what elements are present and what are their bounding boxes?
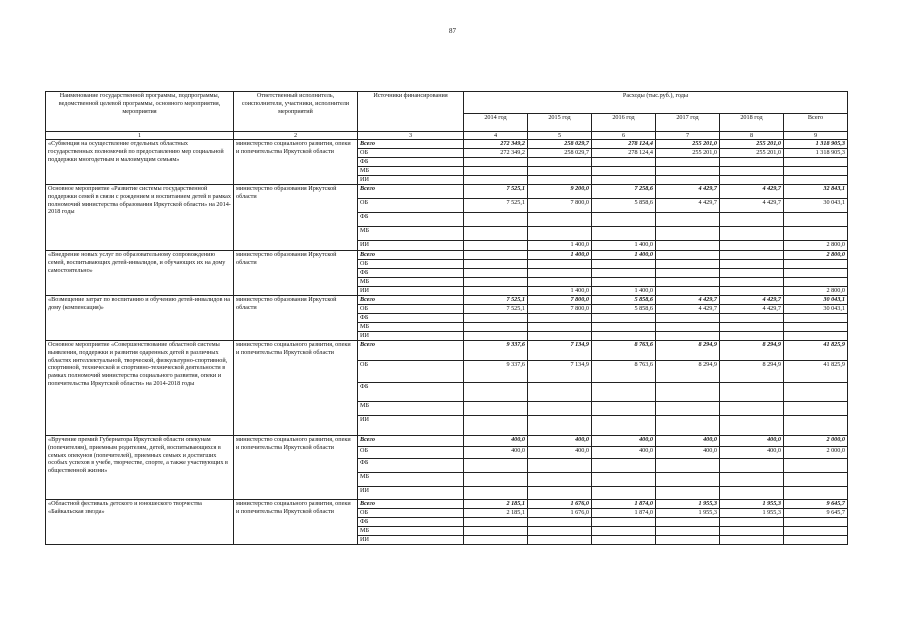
- total-value: [784, 278, 848, 287]
- total-value: 32 843,1: [784, 185, 848, 199]
- year-value: 278 124,4: [592, 140, 656, 149]
- funding-source: ФБ: [358, 518, 464, 527]
- year-value: [720, 527, 784, 536]
- year-value: 258 029,7: [528, 149, 592, 158]
- funding-source: ФБ: [358, 459, 464, 473]
- year-value: [720, 416, 784, 436]
- year-value: 400,0: [464, 447, 528, 459]
- year-value: [464, 416, 528, 436]
- year-value: 4 429,7: [656, 185, 720, 199]
- responsible-executor: министерство образования Иркутской области: [234, 296, 358, 341]
- funding-source: ИИ: [358, 287, 464, 296]
- year-value: [528, 213, 592, 227]
- column-number: 3: [358, 132, 464, 140]
- year-value: 9 337,6: [464, 361, 528, 383]
- year-value: 4 429,7: [656, 305, 720, 314]
- year-value: [720, 260, 784, 269]
- year-value: 255 201,0: [720, 140, 784, 149]
- year-value: [720, 459, 784, 473]
- total-value: [784, 459, 848, 473]
- year-value: [464, 158, 528, 167]
- year-value: [464, 518, 528, 527]
- funding-source: ОБ: [358, 305, 464, 314]
- year-value: [656, 213, 720, 227]
- year-value: 2 185,1: [464, 500, 528, 509]
- header-year: 2017 год: [656, 114, 720, 132]
- program-name: «Возмещение затрат по воспитанию и обучению детей-инвалидов на дому (компенсация)»: [46, 296, 234, 341]
- year-value: 8 294,9: [656, 341, 720, 361]
- year-value: [720, 158, 784, 167]
- year-value: [720, 314, 784, 323]
- column-number: 2: [234, 132, 358, 140]
- year-value: [592, 260, 656, 269]
- program-name: «Областной фестиваль детского и юношеского творчества «Байкальская звезда»: [46, 500, 234, 545]
- year-value: 272 349,2: [464, 149, 528, 158]
- year-value: [656, 459, 720, 473]
- year-value: [528, 459, 592, 473]
- year-value: [528, 314, 592, 323]
- year-value: [656, 227, 720, 241]
- funding-source: Всего: [358, 140, 464, 149]
- year-value: [464, 241, 528, 251]
- year-value: [592, 402, 656, 416]
- year-value: [464, 278, 528, 287]
- total-value: 9 645,7: [784, 509, 848, 518]
- year-value: 1 955,3: [656, 509, 720, 518]
- budget-table: [45, 91, 848, 545]
- funding-source: Всего: [358, 436, 464, 447]
- total-value: [784, 402, 848, 416]
- total-value: [784, 227, 848, 241]
- total-value: [784, 487, 848, 500]
- year-value: [656, 158, 720, 167]
- responsible-executor: министерство образования Иркутской области: [234, 185, 358, 251]
- funding-source: ОБ: [358, 447, 464, 459]
- header-total: Всего: [784, 114, 848, 132]
- funding-source: ФБ: [358, 383, 464, 402]
- year-value: 255 201,0: [720, 149, 784, 158]
- year-value: [464, 260, 528, 269]
- year-value: 278 124,4: [592, 149, 656, 158]
- responsible-executor: министерство образования Иркутской области: [234, 251, 358, 296]
- year-value: [656, 278, 720, 287]
- funding-source: Всего: [358, 251, 464, 260]
- year-value: [528, 158, 592, 167]
- year-value: [720, 323, 784, 332]
- year-value: 8 294,9: [720, 341, 784, 361]
- year-value: [656, 287, 720, 296]
- year-value: 400,0: [720, 436, 784, 447]
- year-value: 4 429,7: [720, 305, 784, 314]
- header-year: 2016 год: [592, 114, 656, 132]
- year-value: [464, 269, 528, 278]
- year-value: [528, 260, 592, 269]
- funding-source: Всего: [358, 500, 464, 509]
- year-value: 8 763,6: [592, 341, 656, 361]
- funding-source: ОБ: [358, 361, 464, 383]
- year-value: [528, 536, 592, 545]
- column-number: 5: [528, 132, 592, 140]
- year-value: 9 337,6: [464, 341, 528, 361]
- total-value: [784, 176, 848, 185]
- year-value: [656, 487, 720, 500]
- year-value: [592, 269, 656, 278]
- year-value: [720, 241, 784, 251]
- table-row: [46, 140, 848, 149]
- program-name: Основное мероприятие «Развитие системы государственной поддержки семей в связи с рождением и воспитанием детей в рамках полномочий министерства образования Иркутской области» на 2014-2018 годы: [46, 185, 234, 251]
- year-value: [592, 383, 656, 402]
- program-name: Основное мероприятие «Совершенствование областной системы выявления, поддержки и развития одаренных детей в различных областях интеллектуальной, творческой, физкультурно-спортивной, спортивной, технической и спортивно-технической деятельности в рамках полномочий министерства социального развития, опеки и попечительства Иркутской области» на 2014-2018 годы: [46, 341, 234, 436]
- year-value: 1 400,0: [592, 241, 656, 251]
- year-value: [528, 176, 592, 185]
- year-value: [656, 260, 720, 269]
- year-value: [656, 167, 720, 176]
- total-value: 41 825,9: [784, 361, 848, 383]
- year-value: [720, 402, 784, 416]
- year-value: 7 525,1: [464, 199, 528, 213]
- total-value: 1 318 905,3: [784, 149, 848, 158]
- header-name: Наименование государственной программы, подпрограммы, ведомственной целевой программы, основного мероприятия, мероприятия: [46, 92, 234, 132]
- total-value: [784, 269, 848, 278]
- year-value: [592, 278, 656, 287]
- header-year: 2015 год: [528, 114, 592, 132]
- year-value: [464, 383, 528, 402]
- year-value: 400,0: [592, 436, 656, 447]
- table-row: [46, 296, 848, 305]
- year-value: [528, 383, 592, 402]
- year-value: [656, 536, 720, 545]
- year-value: [528, 323, 592, 332]
- funding-source: МБ: [358, 167, 464, 176]
- year-value: [464, 167, 528, 176]
- year-value: [656, 314, 720, 323]
- year-value: 7 134,9: [528, 341, 592, 361]
- year-value: [720, 332, 784, 341]
- funding-source: Всего: [358, 296, 464, 305]
- year-value: 4 429,7: [720, 296, 784, 305]
- responsible-executor: министерство социального развития, опеки и попечительства Иркутской области: [234, 140, 358, 185]
- year-value: [656, 402, 720, 416]
- year-value: 7 258,6: [592, 185, 656, 199]
- year-value: [464, 287, 528, 296]
- year-value: 1 400,0: [528, 287, 592, 296]
- header-year: 2018 год: [720, 114, 784, 132]
- year-value: [528, 527, 592, 536]
- header-expenses: Расходы (тыс.руб.), годы: [464, 92, 848, 114]
- funding-source: ОБ: [358, 199, 464, 213]
- year-value: [528, 416, 592, 436]
- funding-source: МБ: [358, 278, 464, 287]
- table-row: [46, 436, 848, 447]
- year-value: [592, 518, 656, 527]
- year-value: [720, 518, 784, 527]
- year-value: 7 800,0: [528, 199, 592, 213]
- total-value: [784, 260, 848, 269]
- page-number: 87: [449, 27, 456, 35]
- column-number: 6: [592, 132, 656, 140]
- year-value: [656, 383, 720, 402]
- total-value: 2 000,0: [784, 436, 848, 447]
- year-value: [720, 278, 784, 287]
- year-value: 1 676,0: [528, 500, 592, 509]
- year-value: [528, 332, 592, 341]
- table-row: [46, 500, 848, 509]
- total-value: [784, 416, 848, 436]
- year-value: [592, 536, 656, 545]
- year-value: [656, 518, 720, 527]
- year-value: [720, 269, 784, 278]
- total-value: 30 043,1: [784, 199, 848, 213]
- year-value: 2 185,1: [464, 509, 528, 518]
- funding-source: ИИ: [358, 332, 464, 341]
- funding-source: МБ: [358, 402, 464, 416]
- year-value: [592, 323, 656, 332]
- year-value: 1 400,0: [528, 241, 592, 251]
- year-value: [528, 473, 592, 487]
- year-value: [656, 323, 720, 332]
- year-value: 258 029,7: [528, 140, 592, 149]
- year-value: [592, 332, 656, 341]
- year-value: 7 525,1: [464, 296, 528, 305]
- year-value: 1 676,0: [528, 509, 592, 518]
- year-value: 255 201,0: [656, 149, 720, 158]
- total-value: 30 043,1: [784, 305, 848, 314]
- year-value: [464, 536, 528, 545]
- year-value: [656, 241, 720, 251]
- total-value: [784, 167, 848, 176]
- year-value: [720, 287, 784, 296]
- program-name: «Субвенция на осуществление отдельных областных государственных полномочий по предоставлению мер социальной поддержки многодетным и малоимущим семьям»: [46, 140, 234, 185]
- year-value: 7 800,0: [528, 305, 592, 314]
- funding-source: ОБ: [358, 260, 464, 269]
- year-value: 1 874,0: [592, 509, 656, 518]
- year-value: [592, 176, 656, 185]
- column-number: 9: [784, 132, 848, 140]
- header-year: 2014 год: [464, 114, 528, 132]
- year-value: 1 400,0: [592, 251, 656, 260]
- total-value: [784, 213, 848, 227]
- year-value: [592, 527, 656, 536]
- total-value: 30 043,1: [784, 296, 848, 305]
- year-value: [720, 213, 784, 227]
- year-value: [592, 227, 656, 241]
- year-value: [528, 167, 592, 176]
- year-value: [528, 518, 592, 527]
- funding-source: ИИ: [358, 241, 464, 251]
- year-value: [720, 473, 784, 487]
- funding-source: ОБ: [358, 149, 464, 158]
- year-value: [592, 167, 656, 176]
- funding-source: ИИ: [358, 416, 464, 436]
- year-value: 5 858,6: [592, 199, 656, 213]
- year-value: [464, 176, 528, 185]
- year-value: 1 874,0: [592, 500, 656, 509]
- year-value: 7 134,9: [528, 361, 592, 383]
- funding-source: ФБ: [358, 158, 464, 167]
- year-value: [720, 251, 784, 260]
- year-value: 8 294,9: [720, 361, 784, 383]
- year-value: [592, 213, 656, 227]
- year-value: 7 525,1: [464, 305, 528, 314]
- total-value: [784, 518, 848, 527]
- column-number: 8: [720, 132, 784, 140]
- funding-source: ИИ: [358, 176, 464, 185]
- total-value: [784, 323, 848, 332]
- year-value: [464, 213, 528, 227]
- total-value: 1 318 905,3: [784, 140, 848, 149]
- year-value: [720, 227, 784, 241]
- year-value: [656, 251, 720, 260]
- year-value: [656, 416, 720, 436]
- year-value: 400,0: [656, 436, 720, 447]
- year-value: [528, 278, 592, 287]
- year-value: [528, 487, 592, 500]
- total-value: 2 800,0: [784, 251, 848, 260]
- year-value: 4 429,7: [720, 199, 784, 213]
- total-value: [784, 536, 848, 545]
- total-value: 41 825,9: [784, 341, 848, 361]
- year-value: 9 200,0: [528, 185, 592, 199]
- total-value: [784, 383, 848, 402]
- year-value: 400,0: [528, 436, 592, 447]
- year-value: 1 400,0: [528, 251, 592, 260]
- year-value: [720, 536, 784, 545]
- year-value: [528, 402, 592, 416]
- year-value: [464, 473, 528, 487]
- funding-source: МБ: [358, 473, 464, 487]
- year-value: [592, 158, 656, 167]
- year-value: 1 400,0: [592, 287, 656, 296]
- funding-source: МБ: [358, 323, 464, 332]
- funding-source: ИИ: [358, 536, 464, 545]
- year-value: 4 429,7: [720, 185, 784, 199]
- total-value: [784, 332, 848, 341]
- header-responsible: Ответственный исполнитель, соисполнители, участники, исполнители мероприятий: [234, 92, 358, 132]
- year-value: 8 294,9: [656, 361, 720, 383]
- year-value: [464, 227, 528, 241]
- year-value: [720, 383, 784, 402]
- year-value: 7 800,0: [528, 296, 592, 305]
- year-value: [528, 269, 592, 278]
- table-row: [46, 341, 848, 361]
- table-row: [46, 185, 848, 199]
- funding-source: ФБ: [358, 314, 464, 323]
- year-value: [592, 459, 656, 473]
- funding-source: ИИ: [358, 487, 464, 500]
- program-name: «Внедрение новых услуг по образовательному сопровождению семей, воспитывающих детей-инвалидов, и обучающих их на дому самостоятельно»: [46, 251, 234, 296]
- year-value: 4 429,7: [656, 296, 720, 305]
- funding-source: ОБ: [358, 509, 464, 518]
- year-value: [464, 251, 528, 260]
- year-value: 5 858,6: [592, 305, 656, 314]
- header-sources: Источники финансирования: [358, 92, 464, 132]
- funding-source: МБ: [358, 227, 464, 241]
- year-value: [656, 473, 720, 487]
- total-value: 2 800,0: [784, 241, 848, 251]
- total-value: [784, 158, 848, 167]
- column-number: 7: [656, 132, 720, 140]
- year-value: 400,0: [464, 436, 528, 447]
- year-value: 1 955,3: [720, 500, 784, 509]
- year-value: 1 955,3: [656, 500, 720, 509]
- year-value: [656, 269, 720, 278]
- year-value: 1 955,3: [720, 509, 784, 518]
- year-value: 400,0: [592, 447, 656, 459]
- funding-source: Всего: [358, 185, 464, 199]
- responsible-executor: министерство социального развития, опеки и попечительства Иркутской области: [234, 500, 358, 545]
- year-value: 8 763,6: [592, 361, 656, 383]
- year-value: [592, 487, 656, 500]
- funding-source: Всего: [358, 341, 464, 361]
- year-value: 400,0: [720, 447, 784, 459]
- year-value: 255 201,0: [656, 140, 720, 149]
- program-name: «Вручение премий Губернатора Иркутской области опекунам (попечителям), приемным родителям, детей, воспитывающихся в семьях опекунов (попечителей), приемных семьях и достигших особых успехов в учебе, творчестве, спорте, а также участвующих в общественной жизни»: [46, 436, 234, 500]
- year-value: [656, 332, 720, 341]
- funding-source: ФБ: [358, 213, 464, 227]
- column-number: 1: [46, 132, 234, 140]
- year-value: [656, 527, 720, 536]
- year-value: [464, 332, 528, 341]
- year-value: [592, 416, 656, 436]
- year-value: [720, 176, 784, 185]
- total-value: [784, 527, 848, 536]
- year-value: 272 349,2: [464, 140, 528, 149]
- column-number: 4: [464, 132, 528, 140]
- year-value: [464, 402, 528, 416]
- total-value: 2 800,0: [784, 287, 848, 296]
- year-value: [720, 167, 784, 176]
- funding-source: МБ: [358, 527, 464, 536]
- year-value: [464, 459, 528, 473]
- total-value: [784, 314, 848, 323]
- year-value: [592, 473, 656, 487]
- responsible-executor: министерство социального развития, опеки и попечительства Иркутской области: [234, 436, 358, 500]
- year-value: 400,0: [528, 447, 592, 459]
- year-value: 400,0: [656, 447, 720, 459]
- total-value: 2 000,0: [784, 447, 848, 459]
- responsible-executor: министерство социального развития, опеки и попечительства Иркутской области: [234, 341, 358, 436]
- year-value: [528, 227, 592, 241]
- funding-source: ФБ: [358, 269, 464, 278]
- year-value: [464, 487, 528, 500]
- year-value: [464, 527, 528, 536]
- table-row: [46, 251, 848, 260]
- year-value: 7 525,1: [464, 185, 528, 199]
- year-value: 4 429,7: [656, 199, 720, 213]
- year-value: [720, 487, 784, 500]
- total-value: [784, 473, 848, 487]
- year-value: [592, 314, 656, 323]
- year-value: [656, 176, 720, 185]
- total-value: 9 645,7: [784, 500, 848, 509]
- year-value: [464, 314, 528, 323]
- year-value: 5 858,6: [592, 296, 656, 305]
- table-body: [46, 140, 848, 545]
- year-value: [464, 323, 528, 332]
